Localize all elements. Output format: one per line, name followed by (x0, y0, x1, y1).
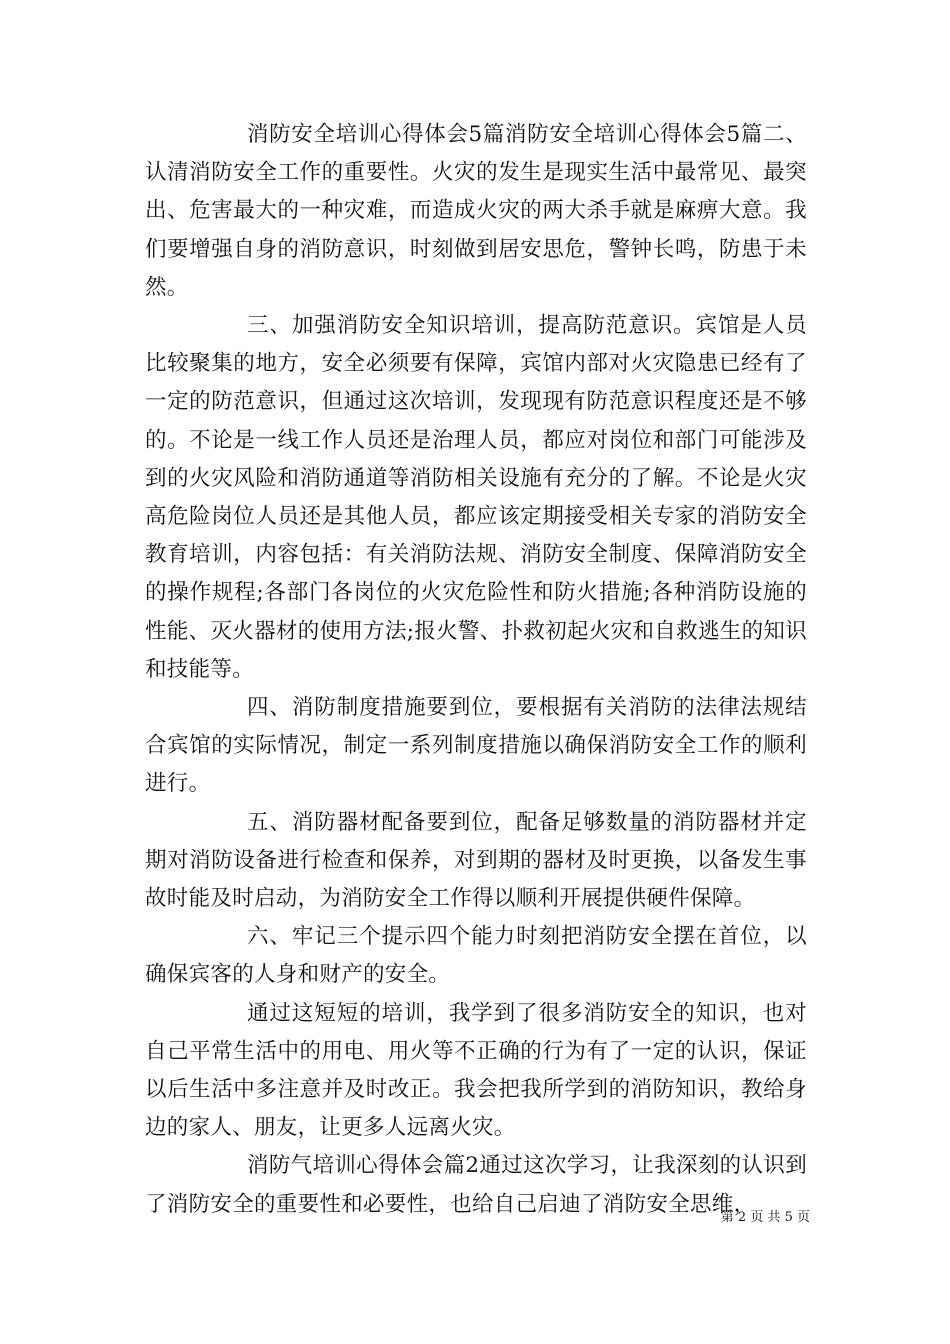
paragraph: 三、加强消防安全知识培训，提高防范意识。宾馆是人员比较聚集的地方，安全必须要有保障，宾馆内部对火灾隐患已经有了一定的防范意识，但通过这次培训，发现现有防范意识程度还是不够的。不论是一线工作人员还是治理人员，都应对岗位和部门可能涉及到的火灾风险和消防通道等消防相关设施有充分的了解。不论是火灾高危险岗位人员还是其他人员，都应该定期接受相关专家的消防安全教育培训，内容包括：有关消防法规、消防安全制度、保障消防安全的操作规程;各部门各岗位的火灾危险性和防火措施;各种消防设施的性能、灭火器材的使用方法;报火警、扑救初起火灾和自救逃生的知识和技能等。 (145, 313, 807, 682)
page-number-label: 第 2 页 共 5 页 (720, 1210, 810, 1225)
paragraph: 通过这短短的培训，我学到了很多消防安全的知识，也对自己平常生活中的用电、用火等不正确的行为有了一定的认识，保证以后生活中多注意并及时改正。我会把我所学到的消防知识，教给身边的家人、朋友，让更多人远离火灾。 (145, 1000, 807, 1141)
paragraph: 消防安全培训心得体会5篇消防安全培训心得体会5篇二、认清消防安全工作的重要性。火灾的发生是现实生活中最常见、最突出、危害最大的一种灾难，而造成火灾的两大杀手就是麻痹大意。我们要增强自身的消防意识，时刻做到居安思危，警钟长鸣，防患于未然。 (145, 122, 807, 300)
paragraph: 四、消防制度措施要到位，要根据有关消防的法律法规结合宾馆的实际情况，制定一系列制度措施以确保消防安全工作的顺利进行。 (145, 695, 807, 797)
paragraph: 消防气培训心得体会篇2通过这次学习，让我深刻的认识到了消防安全的重要性和必要性，也给自己启迪了消防安全思维， (145, 1153, 807, 1217)
page-number-footer (690, 1206, 810, 1225)
document-body (145, 116, 807, 1224)
paragraph: 六、牢记三个提示四个能力时刻把消防安全摆在首位，以确保宾客的人身和财产的安全。 (145, 924, 807, 988)
paragraph: 五、消防器材配备要到位，配备足够数量的消防器材并定期对消防设备进行检查和保养，对到期的器材及时更换，以备发生事故时能及时启动，为消防安全工作得以顺利开展提供硬件保障。 (145, 809, 807, 912)
